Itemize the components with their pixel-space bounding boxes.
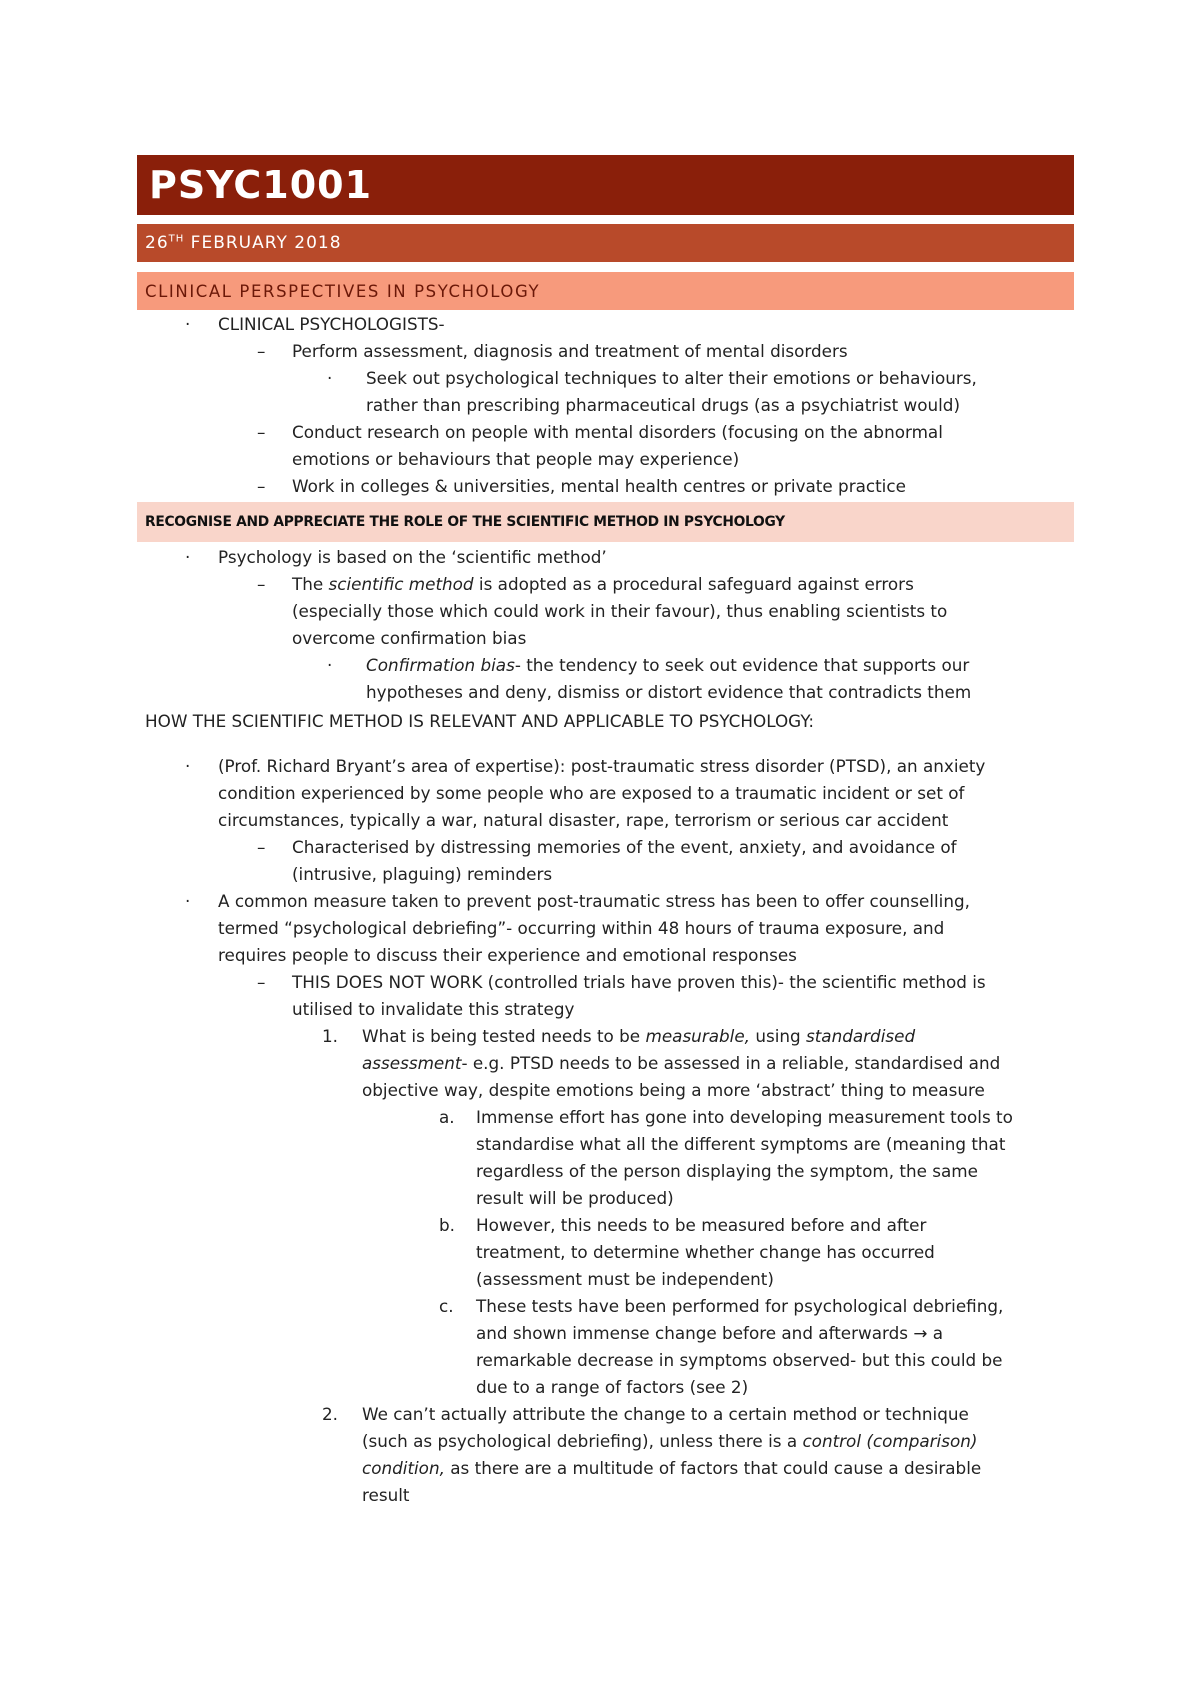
numbered-item-continuation — [137, 1482, 1074, 1509]
list-item-text: rather than prescribing pharmaceutical drugs (as a psychiatrist would) — [366, 395, 961, 415]
letter-marker: c. — [439, 1296, 454, 1316]
list-item-text: remarkable decrease in symptoms observed- but this could be — [476, 1350, 1003, 1370]
dash-marker: – — [257, 476, 266, 496]
emphasis-text: condition, — [362, 1458, 445, 1478]
date-month-year: FEBRUARY 2018 — [184, 233, 342, 253]
numbered-item-continuation — [137, 1455, 1074, 1482]
list-item-continuation — [137, 780, 1074, 807]
dash-marker: – — [257, 422, 266, 442]
numbered-item — [137, 1401, 1074, 1428]
list-item — [137, 419, 1074, 446]
list-item-continuation — [137, 598, 1074, 625]
text-fragment: What is being tested needs to be — [362, 1026, 646, 1046]
lettered-item-continuation — [137, 1320, 1074, 1347]
list-item — [137, 969, 1074, 996]
list-item-text: Characterised by distressing memories of the event, anxiety, and avoidance of — [292, 837, 957, 857]
emphasis-text: Confirmation bias — [366, 655, 515, 675]
list-item-text: (intrusive, plaguing) reminders — [292, 864, 553, 884]
list-item-continuation — [137, 625, 1074, 652]
date-bar — [137, 224, 1074, 262]
list-item-text: standardise what all the different symptoms are (meaning that — [476, 1134, 1006, 1154]
text-fragment: The — [292, 574, 329, 594]
lettered-item-continuation — [137, 1239, 1074, 1266]
list-item-text: (assessment must be independent) — [476, 1269, 774, 1289]
list-item-continuation — [137, 807, 1074, 834]
lettered-item-continuation — [137, 1347, 1074, 1374]
course-code-title: PSYC1001 — [149, 163, 373, 207]
list-item — [137, 473, 1074, 500]
list-item-text: emotions or behaviours that people may experience) — [292, 449, 740, 469]
lettered-item — [137, 1212, 1074, 1239]
bullet-marker: · — [327, 368, 333, 388]
text-fragment: - e.g. PTSD needs to be assessed in a reliable, standardised and — [461, 1053, 1001, 1073]
list-item-text: Psychology is based on the ‘scientific method’ — [218, 547, 607, 567]
numbered-item-continuation — [137, 1428, 1074, 1455]
list-item — [137, 544, 1074, 571]
section-title: CLINICAL PERSPECTIVES IN PSYCHOLOGY — [145, 281, 541, 301]
date-day: 26 — [145, 233, 169, 253]
list-item-text: (Prof. Richard Bryant’s area of expertise): post-traumatic stress disorder (PTSD), an anxiety — [218, 756, 986, 776]
emphasis-text: measurable, — [645, 1026, 750, 1046]
lettered-item — [137, 1104, 1074, 1131]
list-item-text: termed “psychological debriefing”- occurring within 48 hours of trauma exposure, and — [218, 918, 945, 938]
list-item — [137, 571, 1074, 598]
list-item-text: regardless of the person displaying the symptom, the same — [476, 1161, 978, 1181]
section-heading-bar — [137, 272, 1074, 310]
list-item-continuation — [137, 446, 1074, 473]
list-item-text: circumstances, typically a war, natural disaster, rape, terrorism or serious car accident — [218, 810, 949, 830]
lettered-item-continuation — [137, 1374, 1074, 1401]
list-item-text: result — [362, 1485, 410, 1505]
list-item-continuation — [137, 942, 1074, 969]
emphasis-text: scientific method — [328, 574, 474, 594]
list-item-continuation — [137, 861, 1074, 888]
document-page — [137, 155, 1074, 1509]
text-fragment: using — [749, 1026, 806, 1046]
list-item-text: objective way, despite emotions being a more ‘abstract’ thing to measure — [362, 1080, 985, 1100]
list-item-text: However, this needs to be measured before and after — [476, 1215, 927, 1235]
text-fragment: is adopted as a procedural safeguard against errors — [473, 574, 914, 594]
bullet-marker: · — [185, 547, 191, 567]
number-marker: 1. — [322, 1026, 339, 1046]
dash-marker: – — [257, 972, 266, 992]
list-item — [137, 338, 1074, 365]
letter-marker: a. — [439, 1107, 455, 1127]
numbered-item — [137, 1023, 1074, 1050]
text-fragment: as there are a multitude of factors that could cause a desirable — [444, 1458, 982, 1478]
list-item-text: requires people to discuss their experience and emotional responses — [218, 945, 797, 965]
text-fragment: (such as psychological debriefing), unless there is a — [362, 1431, 803, 1451]
list-item-continuation — [137, 996, 1074, 1023]
list-item-text: and shown immense change before and afterwards → a — [476, 1323, 944, 1343]
list-item-text: overcome confirmation bias — [292, 628, 527, 648]
bullet-marker: · — [185, 314, 191, 334]
letter-marker: b. — [439, 1215, 455, 1235]
subheading-bar — [137, 502, 1074, 542]
lettered-item-continuation — [137, 1266, 1074, 1293]
list-item-text: due to a range of factors (see 2) — [476, 1377, 749, 1397]
scientific-method-block — [137, 544, 1074, 706]
list-item — [137, 365, 1074, 392]
numbered-item-continuation — [137, 1077, 1074, 1104]
clinical-psychologists-block — [137, 311, 1074, 500]
list-item-text: result will be produced) — [476, 1188, 674, 1208]
emphasis-text: control (comparison) — [802, 1431, 978, 1451]
list-item-text: (especially those which could work in their favour), thus enabling scientists to — [292, 601, 948, 621]
lettered-item-continuation — [137, 1131, 1074, 1158]
list-item-text: Perform assessment, diagnosis and treatment of mental disorders — [292, 341, 848, 361]
bullet-marker: · — [327, 655, 333, 675]
list-item — [137, 834, 1074, 861]
list-item-text: Conduct research on people with mental disorders (focusing on the abnormal — [292, 422, 943, 442]
title-bar — [137, 155, 1074, 215]
list-item-text: Work in colleges & universities, mental health centres or private practice — [292, 476, 906, 496]
list-item-continuation — [137, 392, 1074, 419]
number-marker: 2. — [322, 1404, 339, 1424]
date-suffix: TH — [168, 233, 185, 245]
lettered-item — [137, 1293, 1074, 1320]
list-item — [137, 652, 1074, 679]
list-item-text: Immense effort has gone into developing measurement tools to — [476, 1107, 1013, 1127]
list-item — [137, 311, 1074, 338]
lettered-item-continuation — [137, 1185, 1074, 1212]
lettered-item-continuation — [137, 1158, 1074, 1185]
bullet-marker: · — [185, 756, 191, 776]
list-item-text: CLINICAL PSYCHOLOGISTS- — [218, 314, 445, 334]
list-item-text: utilised to invalidate this strategy — [292, 999, 575, 1019]
list-item-text: These tests have been performed for psychological debriefing, — [476, 1296, 1004, 1316]
bullet-marker: · — [185, 891, 191, 911]
emphasis-text: assessment — [362, 1053, 462, 1073]
list-item-text: condition experienced by some people who are exposed to a traumatic incident or set of — [218, 783, 965, 803]
dash-marker: – — [257, 574, 266, 594]
list-item-text: Seek out psychological techniques to alter their emotions or behaviours, — [366, 368, 977, 388]
numbered-item-continuation — [137, 1050, 1074, 1077]
list-item-text: We can’t actually attribute the change to a certain method or technique — [362, 1404, 969, 1424]
list-item-continuation — [137, 679, 1074, 706]
list-item-text: A common measure taken to prevent post-traumatic stress has been to offer counselling, — [218, 891, 970, 911]
subheading-title: RECOGNISE AND APPRECIATE THE ROLE OF THE SCIENTIFIC METHOD IN PSYCHOLOGY — [145, 514, 785, 530]
list-item — [137, 753, 1074, 780]
emphasis-text: standardised — [805, 1026, 916, 1046]
relevance-block — [137, 753, 1074, 1509]
relevance-heading: HOW THE SCIENTIFIC METHOD IS RELEVANT AND APPLICABLE TO PSYCHOLOGY: — [145, 711, 815, 731]
text-fragment: - the tendency to seek out evidence that supports our — [514, 655, 970, 675]
list-item-continuation — [137, 915, 1074, 942]
list-item-text: THIS DOES NOT WORK (controlled trials have proven this)- the scientific method is — [292, 972, 986, 992]
list-item-text: treatment, to determine whether change has occurred — [476, 1242, 935, 1262]
list-item-text: hypotheses and deny, dismiss or distort evidence that contradicts them — [366, 682, 972, 702]
dash-marker: – — [257, 341, 266, 361]
dash-marker: – — [257, 837, 266, 857]
date-heading — [145, 233, 342, 253]
list-item — [137, 888, 1074, 915]
